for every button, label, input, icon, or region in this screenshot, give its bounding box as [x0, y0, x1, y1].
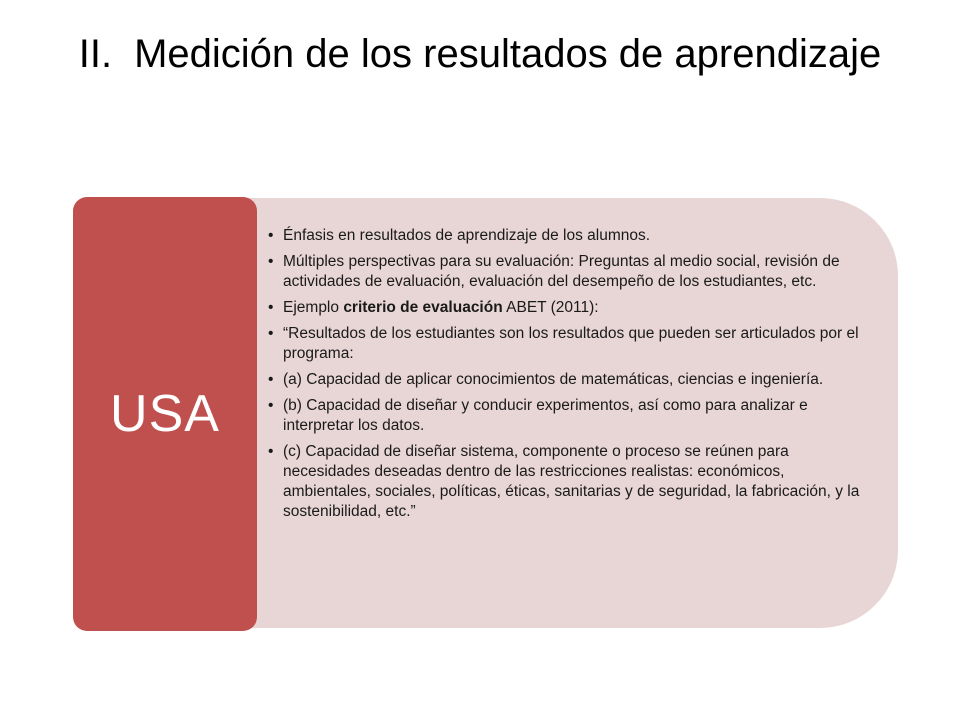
bullet-icon: •	[268, 299, 274, 316]
bullet-icon: •	[268, 325, 274, 342]
bullet-icon: •	[268, 443, 274, 460]
list-item	[268, 252, 868, 292]
bullet-text: (c) Capacidad de diseñar sistema, componente o proceso se reúnen para necesidades deseadas dentro de las restricciones realistas: económicos, ambientales, sociales, políticas, éticas, sanitarias y de seguridad, la fabricación, y la sostenibilidad, etc.”	[283, 443, 860, 520]
bullet-icon: •	[268, 227, 274, 244]
title-numeral: II.	[78, 32, 113, 76]
bullet-text-pre: Ejemplo	[283, 299, 344, 316]
bullet-list	[268, 226, 868, 528]
bullet-text: Énfasis en resultados de aprendizaje de los alumnos.	[283, 227, 651, 244]
region-label-block	[73, 197, 257, 631]
bullet-text-bold: criterio de evaluación	[343, 299, 503, 316]
title-text: Medición de los resultados de aprendizaje	[134, 32, 882, 76]
list-item	[268, 370, 868, 390]
list-item	[268, 442, 868, 522]
bullet-text: “Resultados de los estudiantes son los resultados que pueden ser articulados por el programa:	[283, 325, 859, 362]
list-item	[268, 298, 868, 318]
page-title	[0, 32, 960, 77]
region-label: USA	[110, 385, 220, 443]
list-item	[268, 226, 868, 246]
bullet-icon: •	[268, 397, 274, 414]
bullet-text: Múltiples perspectivas para su evaluación: Preguntas al medio social, revisión de actividades de evaluación, evaluación del desempeño de los estudiantes, etc.	[283, 253, 840, 290]
bullet-text: (b) Capacidad de diseñar y conducir experimentos, así como para analizar e interpretar los datos.	[283, 397, 808, 434]
bullet-icon: •	[268, 253, 274, 270]
bullet-text: (a) Capacidad de aplicar conocimientos de matemáticas, ciencias e ingeniería.	[283, 371, 824, 388]
bullet-icon: •	[268, 371, 274, 388]
bullet-text-post: ABET (2011):	[502, 299, 599, 316]
list-item	[268, 324, 868, 364]
list-item	[268, 396, 868, 436]
